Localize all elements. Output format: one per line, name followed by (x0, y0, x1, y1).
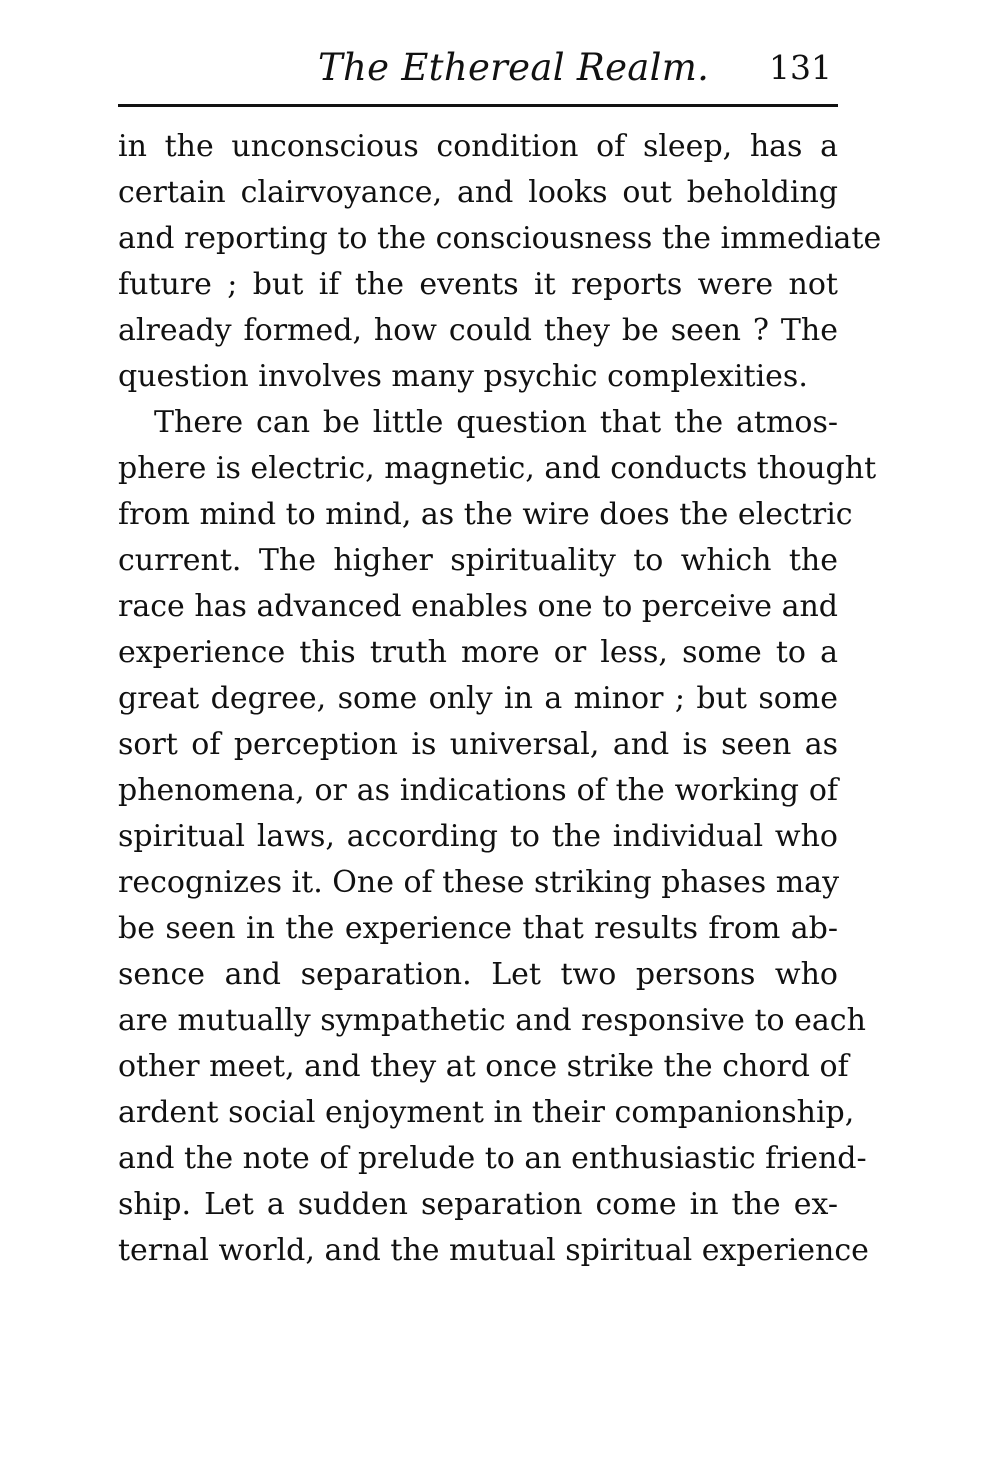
text-line: in the unconscious condition of sleep, has a (118, 129, 838, 164)
text-line: ternal world, and the mutual spiritual experience (118, 1233, 869, 1268)
text-line: phenomena, or as indications of the working of (118, 773, 838, 808)
text-line: race has advanced enables one to perceive and (118, 589, 838, 624)
text-line: from mind to mind, as the wire does the electric (118, 497, 853, 532)
text-line: experience this truth more or less, some to a (118, 635, 838, 670)
text-line: ardent social enjoyment in their companionship, (118, 1095, 855, 1130)
text-line: great degree, some only in a minor ; but some (118, 681, 838, 716)
paragraph-2 (118, 400, 877, 1274)
text-line: There can be little question that the atmos- (154, 405, 838, 440)
text-line: sort of perception is universal, and is seen as (118, 727, 838, 762)
text-line: recognizes it. One of these striking phases may (118, 865, 840, 900)
text-line: question involves many psychic complexities. (118, 359, 808, 394)
header-rule (118, 104, 838, 107)
text-line: spiritual laws, according to the individual who (118, 819, 838, 854)
body-text (118, 124, 882, 1274)
text-line: certain clairvoyance, and looks out beholding (118, 175, 838, 210)
text-line: and reporting to the consciousness the immediate (118, 221, 882, 256)
running-head (118, 40, 838, 96)
text-line: current. The higher spirituality to which the (118, 543, 838, 578)
text-line: sence and separation. Let two persons who (118, 957, 838, 992)
text-line: already formed, how could they be seen ? The (118, 313, 838, 348)
text-line: phere is electric, magnetic, and conducts thought (118, 451, 877, 486)
paragraph-1 (118, 124, 882, 400)
text-line: are mutually sympathetic and responsive to each (118, 1003, 866, 1038)
text-line: other meet, and they at once strike the chord of (118, 1049, 849, 1084)
text-line: future ; but if the events it reports were not (118, 267, 838, 302)
text-line: and the note of prelude to an enthusiastic friend- (118, 1141, 867, 1176)
text-line: be seen in the experience that results from ab- (118, 911, 838, 946)
text-line: ship. Let a sudden separation come in the ex- (118, 1187, 838, 1222)
page-number: 131 (769, 48, 832, 87)
running-title: The Ethereal Realm. (318, 46, 710, 89)
